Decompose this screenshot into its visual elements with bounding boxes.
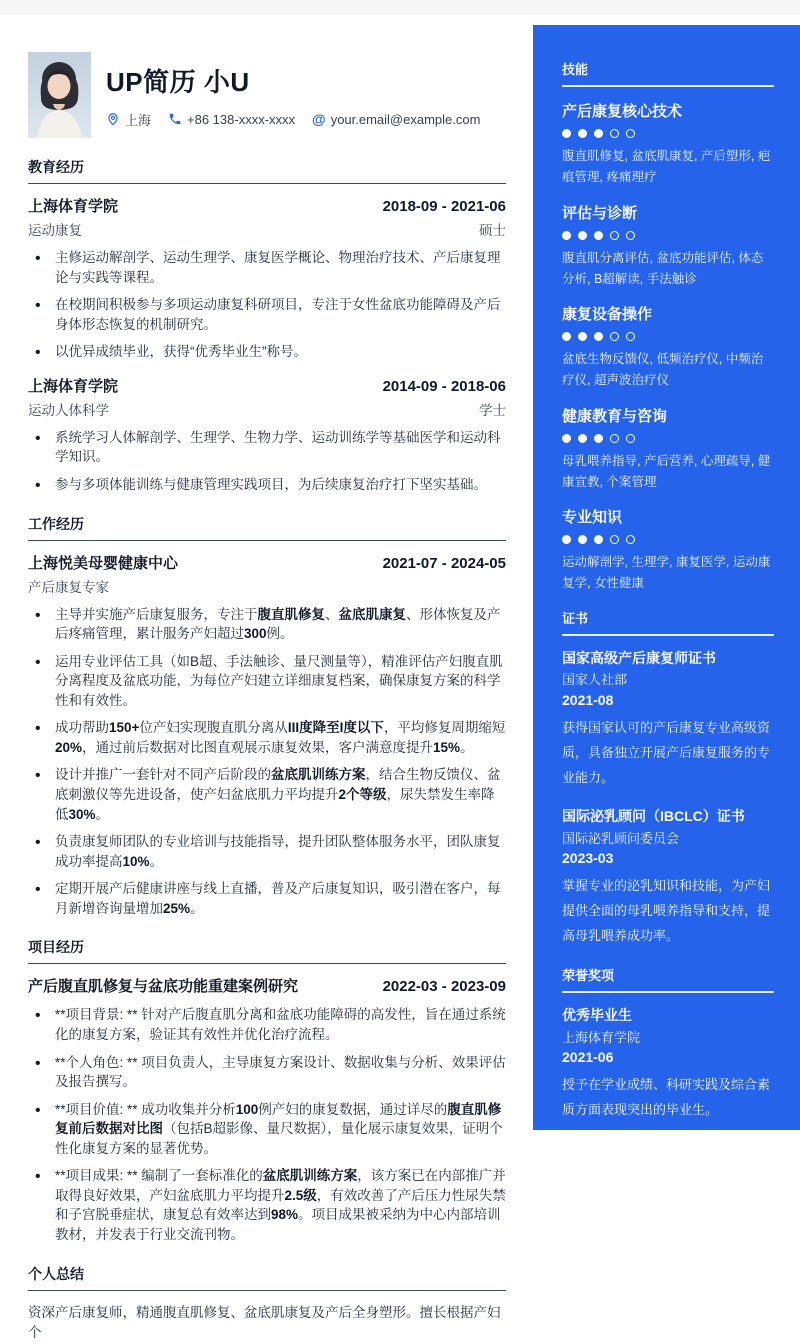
rating-dot-filled — [594, 129, 603, 138]
section-work — [28, 514, 506, 919]
profile-photo — [28, 52, 91, 138]
skill-name: 健康教育与咨询 — [562, 407, 668, 425]
certificate-desc: 获得国家认可的产后康复专业高级资质，具备独立开展产后康复服务的专业能力。 — [562, 719, 771, 786]
contact-phone-text: +86 138-xxxx-xxxx — [187, 111, 296, 127]
award-desc: 凭借专业的评估能力和高效的康复手法，在全市产后康复技能大赛中脱颖而出。 — [562, 1209, 771, 1276]
major-name: 运动康复 — [28, 223, 82, 238]
rating-dot-empty — [626, 535, 635, 544]
contact-row — [106, 110, 480, 129]
rating-dot-filled — [562, 434, 571, 443]
sidebar-section-awards — [562, 965, 774, 1281]
skill-name: 评估与诊断 — [562, 204, 638, 222]
rating-dot-filled — [578, 231, 587, 240]
rating-dot-filled — [562, 332, 571, 341]
main-column — [28, 15, 506, 1344]
bullet-item: • 主修运动解剖学、运动生理学、康复医学概论、物理治疗技术、产后康复理论与实践等课程。 — [28, 248, 506, 287]
section-summary — [28, 1264, 506, 1344]
rating-dot-empty — [626, 129, 635, 138]
rating-dot-filled — [578, 535, 587, 544]
certificate-name: 国际泌乳顾问（IBCLC）证书 — [562, 807, 745, 824]
candidate-name: UP简历 小U — [106, 66, 250, 97]
company-name: 上海悦美母婴健康中心 — [28, 554, 179, 572]
contact-location-text: 上海 — [125, 112, 152, 128]
skill-name: 产后康复核心技术 — [562, 103, 683, 120]
bullet-item: • 定期开展产后健康讲座与线上直播，普及产后康复知识，吸引潜在客户，每月新增咨询量增加25%。 — [28, 879, 506, 918]
work-title: 工作经历 — [28, 514, 506, 541]
certificate-item — [562, 807, 774, 949]
summary-title: 个人总结 — [28, 1264, 506, 1291]
avatar-illustration — [28, 52, 91, 138]
skill-group — [562, 100, 774, 189]
award-name: 优秀毕业生 — [562, 1006, 632, 1023]
skill-rating — [562, 434, 774, 443]
certificate-date: 2021-08 — [562, 691, 614, 708]
section-education — [28, 157, 506, 495]
bullet-item: • 在校期间积极参与多项运动康复科研项目，专注于女性盆底功能障碍及产后身体形态恢复的机制研究。 — [28, 295, 506, 334]
school-name: 上海体育学院 — [28, 198, 119, 215]
certificates-title: 证书 — [562, 608, 774, 636]
education-title: 教育经历 — [28, 157, 506, 184]
bullet-list — [28, 428, 506, 495]
project-title: 项目经历 — [28, 937, 506, 964]
rating-dot-filled — [594, 231, 603, 240]
rating-dot-filled — [562, 231, 571, 240]
rating-dot-empty — [610, 231, 619, 240]
certificate-issuer: 国际泌乳顾问委员会 — [562, 830, 680, 846]
skill-group — [562, 405, 774, 494]
entry-date: 2014-09 - 2018-06 — [382, 377, 506, 395]
certificate-desc: 掌握专业的泌乳知识和技能，为产妇提供全面的母乳喂养指导和支持，提高母乳喂养成功率。 — [562, 877, 771, 944]
skill-rating — [562, 332, 774, 341]
award-item — [562, 1006, 774, 1123]
bullet-item: • 设计并推广一套针对不同产后阶段的盆底肌训练方案，结合生物反馈仪、盆底刺激仪等先进设备，使产妇盆底肌力平均提升2个等级，尿失禁发生率降低30%。 — [28, 765, 506, 824]
bullet-item: • 成功帮助150+位产妇实现腹直肌分离从III度降至I度以下，平均修复周期缩短20%，通过前后数据对比图直观展示康复效果，客户满意度提升15%。 — [28, 718, 506, 757]
rating-dot-empty — [610, 535, 619, 544]
award-item — [562, 1138, 774, 1280]
rating-dot-empty — [626, 332, 635, 341]
project-name: 产后腹直肌修复与盆底功能重建案例研究 — [28, 978, 299, 996]
certificate-date: 2023-03 — [562, 849, 614, 866]
page-top-margin — [0, 0, 800, 15]
education-entry — [28, 195, 506, 362]
major-name: 运动人体科学 — [28, 402, 109, 418]
skill-rating — [562, 535, 774, 544]
rating-dot-filled — [594, 332, 603, 341]
skill-keywords: 腹直肌分离评估, 盆底功能评估, 体态分析, B超解读, 手法触诊 — [562, 250, 764, 286]
bullet-item: • 主导并实施产后康复服务，专注于腹直肌修复、盆底肌康复、形体恢复及产后疼痛管理，累计服务产妇超过300例。 — [28, 605, 506, 644]
skill-keywords: 母乳喂养指导, 产后营养, 心理疏导, 健康宣教, 个案管理 — [562, 453, 771, 489]
rating-dot-empty — [626, 231, 635, 240]
rating-dot-filled — [594, 535, 603, 544]
entry-date: 2021-07 - 2024-05 — [382, 554, 506, 572]
skill-group — [562, 303, 774, 392]
section-project — [28, 937, 506, 1244]
award-issuer: 上海体育学院 — [562, 1029, 641, 1045]
skill-rating — [562, 129, 774, 138]
contact-email-text: your.email@example.com — [330, 111, 481, 127]
contact-location — [106, 110, 151, 129]
phone-icon — [168, 112, 182, 126]
rating-dot-filled — [562, 129, 571, 138]
certificate-name: 国家高级产后康复师证书 — [562, 649, 716, 666]
degree-name: 学士 — [479, 402, 506, 418]
certificate-issuer: 国家人社部 — [562, 672, 628, 688]
skill-group — [562, 202, 774, 291]
bullet-item: • 负责康复师团队的专业培训与技能指导，提升团队整体服务水平，团队康复成功率提高10%。 — [28, 832, 506, 871]
sidebar — [533, 25, 800, 1276]
bullet-item: • **项目背景: ** 针对产后腹直肌分离和盆底功能障碍的高发性，旨在通过系统化的康复方案，验证其有效性并优化治疗流程。 — [28, 1005, 506, 1044]
awards-title: 荣誉奖项 — [562, 965, 774, 993]
skill-group — [562, 506, 774, 595]
rating-dot-filled — [562, 535, 571, 544]
contact-email — [312, 112, 480, 127]
award-issuer: 上海市母婴健康协会 — [562, 1162, 680, 1178]
skill-keywords: 运动解剖学, 生理学, 康复医学, 运动康复学, 女性健康 — [562, 555, 771, 591]
skill-keywords: 腹直肌修复, 盆底肌康复, 产后塑形, 疤痕管理, 疼痛理疗 — [562, 149, 771, 185]
education-entry — [28, 375, 506, 495]
email-icon: @ — [312, 111, 326, 127]
rating-dot-empty — [626, 434, 635, 443]
resume-header — [28, 52, 506, 138]
school-name: 上海体育学院 — [28, 377, 119, 395]
bullet-item: • **个人角色: ** 项目负责人，主导康复方案设计、数据收集与分析、效果评估及报告撰写。 — [28, 1053, 506, 1092]
sidebar-section-certificates — [562, 608, 774, 949]
rating-dot-empty — [610, 332, 619, 341]
job-role: 产后康复专家 — [28, 579, 109, 595]
award-name: 产后康复技能大赛一等奖 — [562, 1139, 716, 1156]
bullet-item: • 系统学习人体解剖学、生理学、生物力学、运动训练学等基础医学和运动科学知识。 — [28, 428, 506, 467]
skills-title: 技能 — [562, 59, 774, 87]
award-date: 2022-11 — [562, 1181, 613, 1198]
rating-dot-filled — [578, 129, 587, 138]
rating-dot-filled — [578, 434, 587, 443]
rating-dot-filled — [578, 332, 587, 341]
skill-name: 康复设备操作 — [562, 306, 653, 323]
location-icon — [106, 112, 120, 126]
rating-dot-empty — [610, 434, 619, 443]
bullet-item: • **项目成果: ** 编制了一套标准化的盆底肌训练方案，该方案已在内部推广并取得良好效果，产妇盆底肌力平均提升2.5级，有效改善了产后压力性尿失禁和子宫脱垂症状，康复总有效率达到98%。项目成果被采纳为中心内部培训教材，并发表于行业交流刊物。 — [28, 1166, 506, 1244]
skill-name: 专业知识 — [562, 509, 623, 526]
work-entry — [28, 552, 506, 919]
sidebar-section-skills — [562, 59, 774, 595]
bullet-list — [28, 1005, 506, 1244]
skill-keywords: 盆底生物反馈仪, 低频治疗仪, 中频治疗仪, 超声波治疗仪 — [562, 352, 764, 388]
bullet-item: • **项目价值: ** 成功收集并分析100例产妇的康复数据，通过详尽的腹直肌修复前后数据对比图（包括B超影像、量尺数据），量化展示康复效果，证明个性化康复方案的显著优势。 — [28, 1100, 506, 1159]
degree-name: 硕士 — [479, 223, 506, 238]
award-date: 2021-06 — [562, 1048, 614, 1065]
bullet-list — [28, 248, 506, 362]
bullet-item: • 参与多项体能训练与健康管理实践项目，为后续康复治疗打下坚实基础。 — [28, 475, 506, 495]
rating-dot-empty — [610, 129, 619, 138]
bullet-list — [28, 605, 506, 919]
contact-phone — [168, 112, 295, 127]
certificate-item — [562, 649, 774, 791]
award-desc: 授予在学业成绩、科研实践及综合素质方面表现突出的毕业生。 — [562, 1076, 771, 1118]
skill-rating — [562, 231, 774, 240]
identity-block — [106, 62, 480, 129]
rating-dot-filled — [594, 434, 603, 443]
summary-text: 资深产后康复师，精通腹直肌修复、盆底肌康复及产后全身塑形。擅长根据产妇个 — [28, 1304, 501, 1341]
project-entry — [28, 975, 506, 1244]
entry-date: 2018-09 - 2021-06 — [382, 198, 506, 215]
bullet-item: • 运用专业评估工具（如B超、手法触诊、量尺测量等），精准评估产妇腹直肌分离程度及盆底功能，为每位产妇建立详细康复档案，确保康复方案的科学性和有效性。 — [28, 652, 506, 711]
entry-date: 2022-03 - 2023-09 — [382, 978, 506, 996]
bullet-item: • 以优异成绩毕业，获得“优秀毕业生”称号。 — [28, 342, 506, 362]
